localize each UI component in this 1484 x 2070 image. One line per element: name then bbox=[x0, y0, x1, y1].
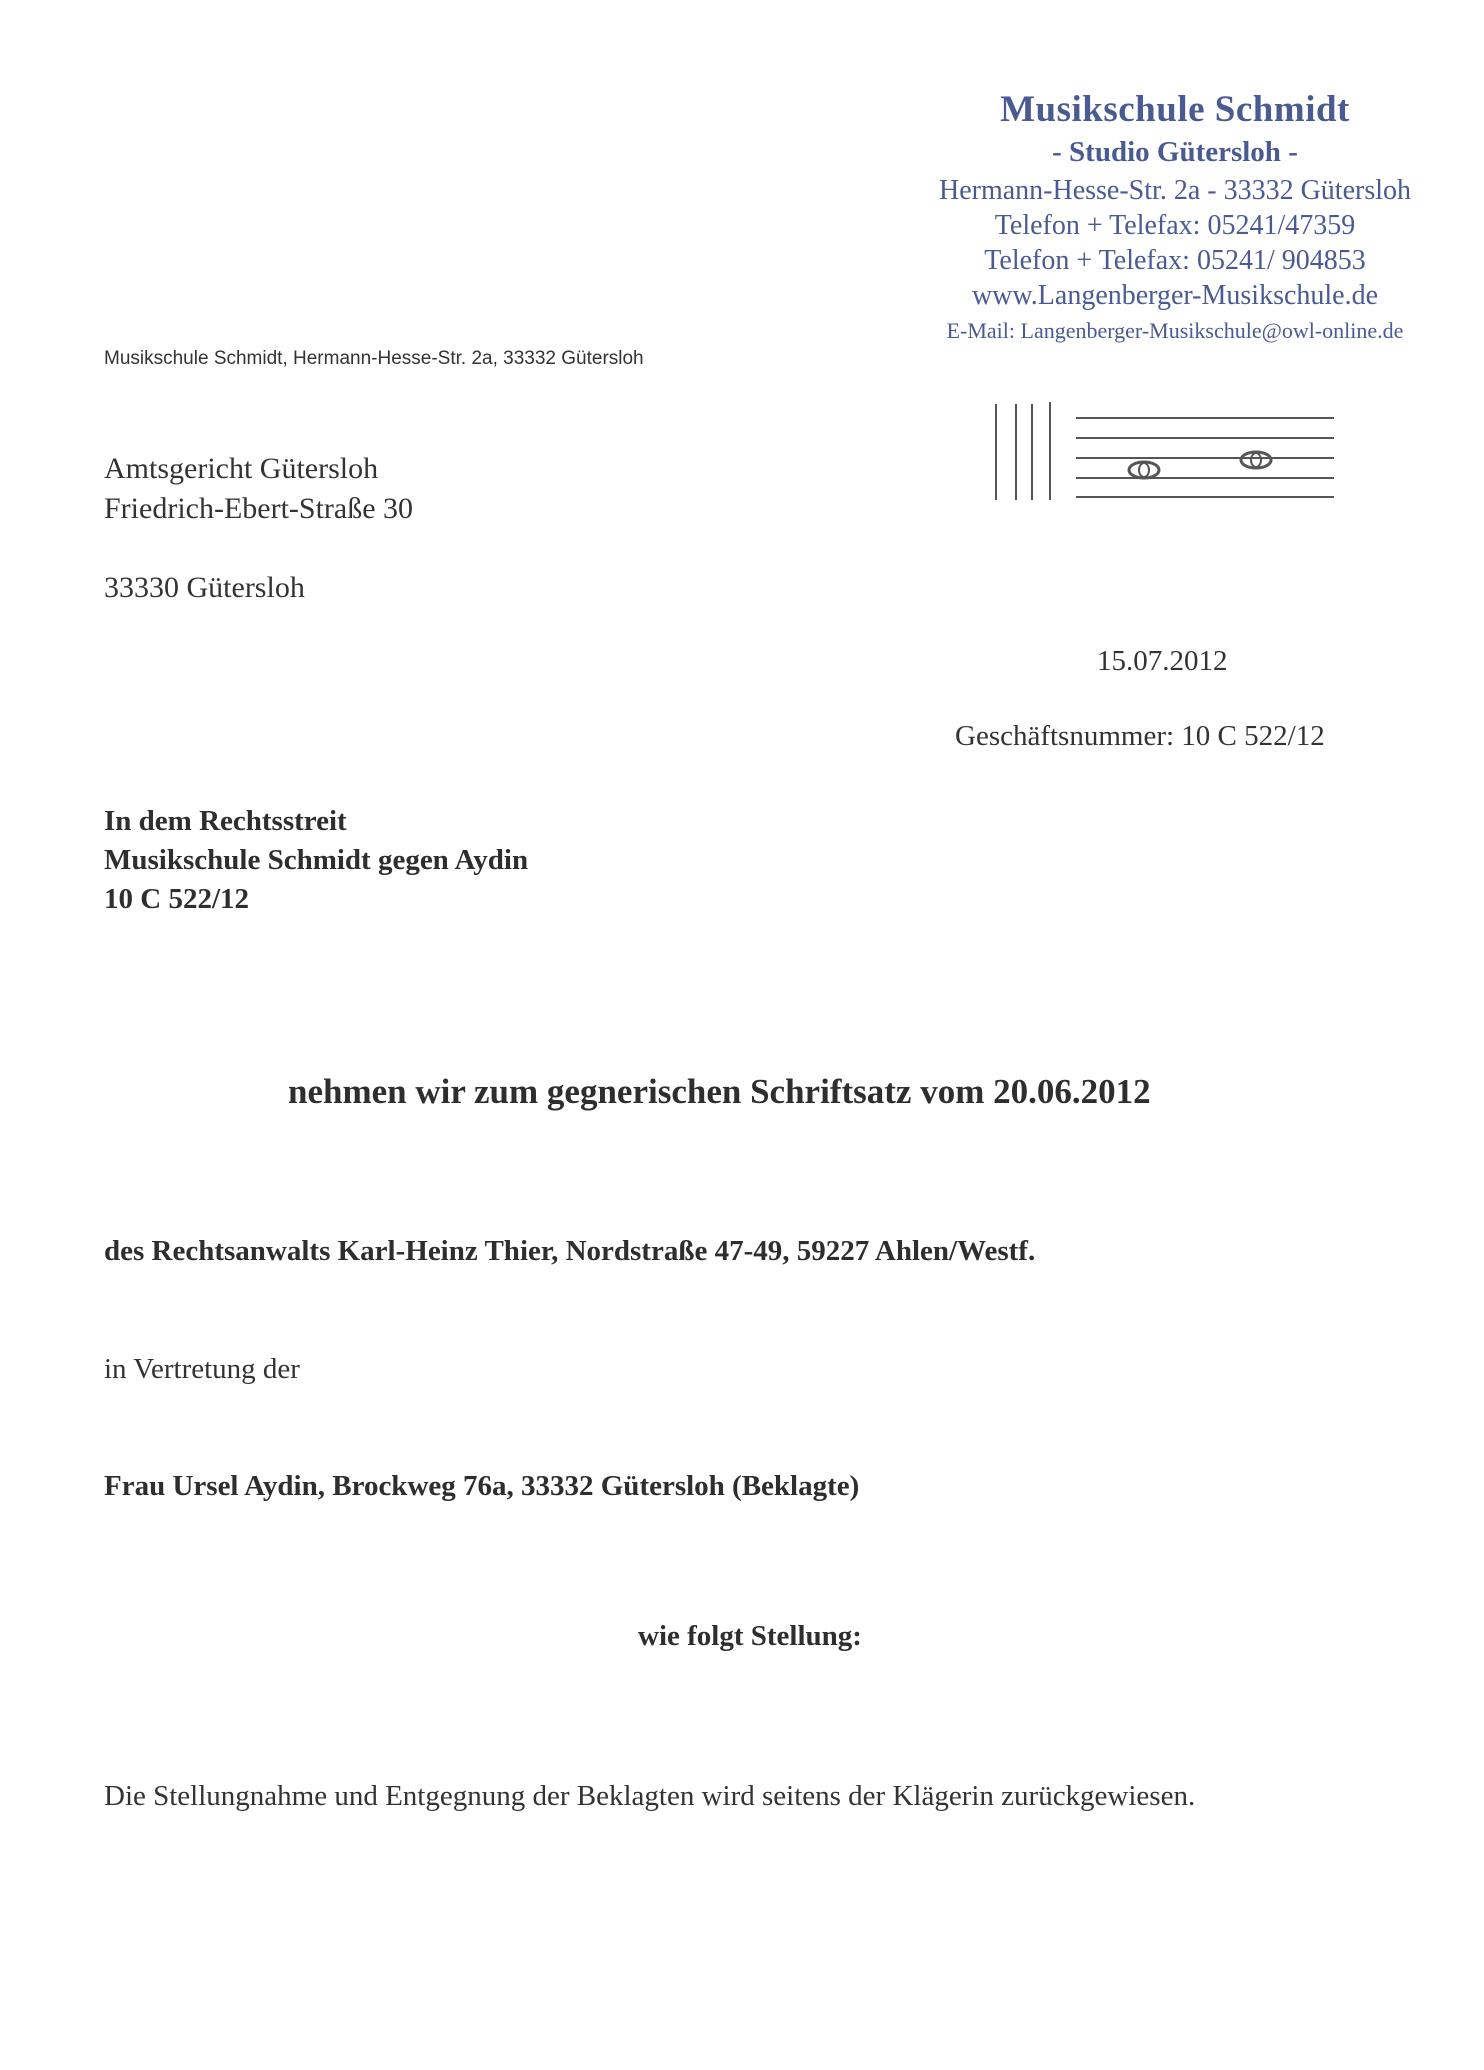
letterhead-phone-1: Telefon + Telefax: 05241/47359 bbox=[994, 210, 1356, 241]
letterhead-phone-2: Telefon + Telefax: 05241/ 904853 bbox=[984, 245, 1366, 276]
body-folgt: wie folgt Stellung: bbox=[638, 1620, 862, 1652]
body-vertretung: in Vertretung der bbox=[104, 1353, 300, 1385]
letterhead-subtitle: - Studio Gütersloh - bbox=[1052, 136, 1298, 168]
letterhead-email: E-Mail: Langenberger-Musikschule@owl-online.de bbox=[946, 318, 1404, 343]
letterhead-website: www.Langenberger-Musikschule.de bbox=[971, 280, 1379, 311]
case-number: Geschäftsnummer: 10 C 522/12 bbox=[955, 720, 1325, 752]
body-closing: Die Stellungnahme und Entgegnung der Beklagten wird seitens der Klägerin zurückgewiesen. bbox=[104, 1780, 1196, 1812]
body-heading: nehmen wir zum gegnerischen Schriftsatz vom 20.06.2012 bbox=[288, 1072, 1151, 1111]
music-staff-logo-icon bbox=[994, 400, 1364, 504]
subject-line-3: 10 C 522/12 bbox=[104, 883, 249, 915]
recipient-name: Amtsgericht Gütersloh bbox=[104, 452, 379, 485]
letterhead-title: Musikschule Schmidt bbox=[1000, 89, 1350, 130]
body-lawyer: des Rechtsanwalts Karl-Heinz Thier, Nordstraße 47-49, 59227 Ahlen/Westf. bbox=[104, 1235, 1036, 1267]
letter-date: 15.07.2012 bbox=[1097, 645, 1228, 677]
subject-line-1: In dem Rechtsstreit bbox=[104, 805, 347, 837]
sender-return-address: Musikschule Schmidt, Hermann-Hesse-Str. 2a, 33332 Gütersloh bbox=[104, 348, 644, 369]
recipient-city: 33330 Gütersloh bbox=[104, 571, 305, 604]
subject-line-2: Musikschule Schmidt gegen Aydin bbox=[104, 844, 529, 876]
recipient-street: Friedrich-Ebert-Straße 30 bbox=[104, 492, 414, 525]
letterhead-address: Hermann-Hesse-Str. 2a - 33332 Gütersloh bbox=[938, 175, 1411, 206]
body-defendant: Frau Ursel Aydin, Brockweg 76a, 33332 Gütersloh (Beklagte) bbox=[104, 1470, 860, 1502]
